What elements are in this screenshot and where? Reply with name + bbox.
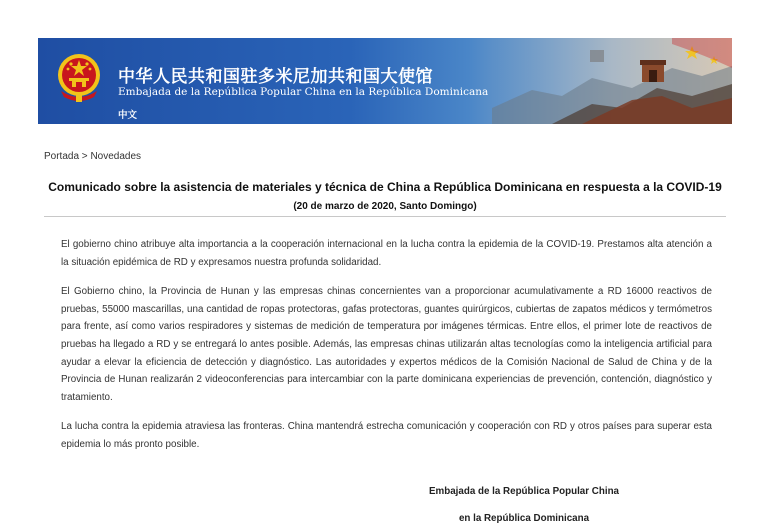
embassy-title-spanish: Embajada de la República Popular China en la República Dominicana	[118, 86, 489, 98]
breadcrumb-separator: >	[79, 151, 91, 162]
article-paragraph: El gobierno chino atribuye alta importancia a la cooperación internacional en la lucha contra la epidemia de la COVID-19. Prestamos alta atención a la situación epidémica de RD y expresamos nuestra profunda solidaridad.	[61, 239, 712, 268]
title-divider	[44, 216, 726, 217]
chinese-language-link[interactable]: 中文	[118, 110, 138, 121]
header-banner	[38, 38, 732, 124]
article-body	[61, 236, 712, 466]
article-title: Comunicado sobre la asistencia de materiales y técnica de China a República Dominicana en respuesta a la COVID-19	[48, 180, 722, 194]
breadcrumb-home-link[interactable]: Portada	[44, 151, 80, 162]
signature-line-2: en la República Dominicana	[458, 513, 590, 524]
breadcrumb-section-link[interactable]: Novedades	[90, 151, 142, 162]
article-paragraph: La lucha contra la epidemia atraviesa las fronteras. China mantendrá estrecha comunicación y cooperación con RD y otros países para superar esta epidemia lo más pronto posible.	[61, 421, 712, 450]
article-paragraph: El Gobierno chino, la Provincia de Hunan y las empresas chinas concernientes van a proporcionar acumulativamente a RD 16000 reactivos de pruebas, 55000 mascarillas, una cantidad de ropas protectoras, gafas protectoras, guantes quirúrgicos, cubiertas de zapatos médicos y termómetros para frente, así como varios respiradores y sistemas de medición de temperatura por imágenes térmicas. Entre ellos, el primer lote de reactivos de pruebas ha llegado a RD y se entregará lo antes posible. Además, las empresas chinas utilizarán altas tecnologías como la inteligencia artificial para ayudar a elevar la eficiencia de detección y diagnóstico. Las autoridades y expertos médicos de la Comisión Nacional de Salud de China y de la Provincia de Hunan realizarán 2 videoconferencias para intercambiar con la parte dominicana experiencias de prevención, contención, diagnóstico y tratamiento.	[61, 286, 712, 403]
article-date: (20 de marzo de 2020, Santo Domingo)	[293, 201, 477, 212]
breadcrumb	[44, 151, 141, 162]
embassy-title-chinese: 中华人民共和国驻多米尼加共和国大使馆	[118, 67, 433, 87]
great-wall-image	[492, 38, 732, 124]
national-emblem-icon	[56, 51, 102, 103]
signature-line-1: Embajada de la República Popular China	[429, 486, 619, 497]
